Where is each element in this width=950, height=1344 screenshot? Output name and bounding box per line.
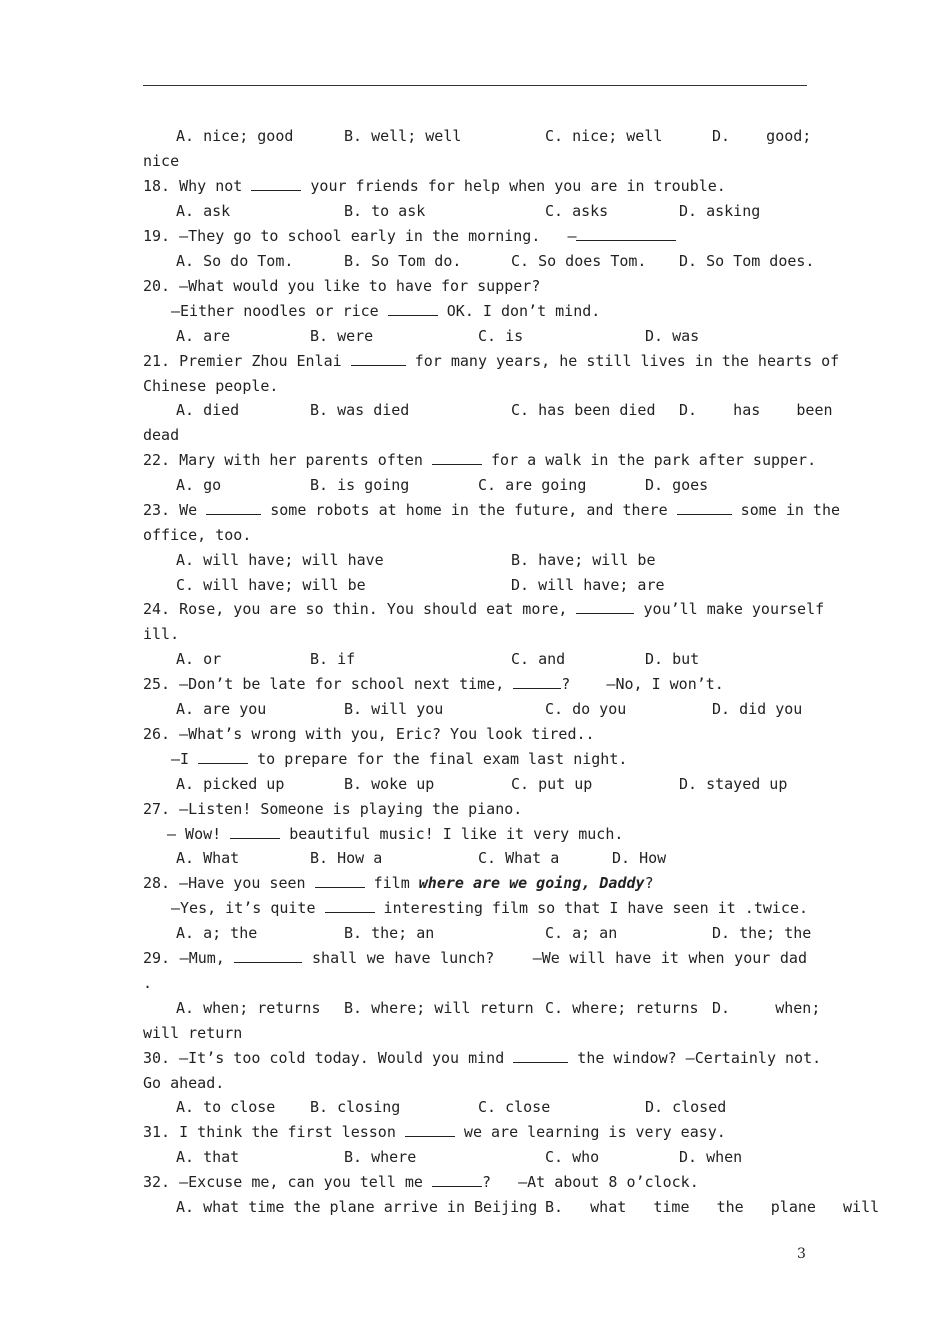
q22-option-d: D. goes [645, 476, 709, 494]
q27-options [143, 846, 807, 871]
answer-blank [405, 1121, 455, 1137]
q22-text-post: for a walk in the park after supper. [481, 451, 817, 469]
q17-wrap: nice [143, 152, 180, 170]
q18-option-d: D. asking [679, 202, 761, 220]
q24-option-c: C. and [511, 650, 566, 668]
q23-option-a: A. will have; will have [176, 551, 384, 569]
q31-text-post: we are learning is very easy. [454, 1123, 726, 1141]
q25-options [143, 697, 807, 722]
q28-text-pre: 28. —Have you seen [143, 874, 315, 892]
film-title: where are we going, Daddy [418, 874, 645, 892]
q22-text-pre: 22. Mary with her parents often [143, 451, 432, 469]
q21-option-a: A. died [176, 401, 240, 419]
q30-option-a: A. to close [176, 1098, 276, 1116]
q20-stem: 20. —What would you like to have for supper? [143, 277, 541, 295]
q20-option-b: B. were [310, 327, 374, 345]
q30-text-pre: 30. —It’s too cold today. Would you mind [143, 1049, 514, 1067]
q23-text-pre: 23. We [143, 501, 207, 519]
answer-blank [206, 499, 261, 515]
q21-wrap: dead [143, 426, 180, 444]
q18-option-b: B. to ask [344, 202, 426, 220]
q30-text-post: the window? —Certainly not. [568, 1049, 822, 1067]
q22-stem [143, 448, 817, 473]
q28-text-mid: film [364, 874, 419, 892]
q31-option-a: A. that [176, 1148, 240, 1166]
q29-text-post: shall we have lunch? —We will have it when your dad [302, 949, 807, 967]
q30-stem [143, 1046, 822, 1071]
q24-option-a: A. or [176, 650, 222, 668]
q17-options [143, 124, 812, 149]
q20-option-a: A. are [176, 327, 231, 345]
q32-text-post: ? —At about 8 o’clock. [481, 1173, 699, 1191]
q28-stem [143, 871, 807, 896]
q20-text-pre: —Either noodles or rice [171, 302, 388, 320]
answer-blank [198, 748, 248, 764]
answer-blank [576, 225, 676, 241]
q30-options [143, 1095, 807, 1120]
q18-options [143, 199, 807, 224]
q23-option-b: B. have; will be [511, 551, 656, 569]
q21-stem-line2: Chinese people. [143, 377, 279, 395]
q31-option-d: D. when [679, 1148, 743, 1166]
q31-options [143, 1145, 807, 1170]
q25-option-b: B. will you [344, 700, 444, 718]
answer-blank [388, 300, 438, 316]
q27-text-post: beautiful music! I like it very much. [280, 825, 624, 843]
q25-option-a: A. are you [176, 700, 267, 718]
q18-option-a: A. ask [176, 202, 231, 220]
q20-text-post: OK. I don’t mind. [437, 302, 601, 320]
q32-stem [143, 1170, 807, 1195]
q21-stem [143, 349, 840, 374]
q18-text-post: your friends for help when you are in trouble. [301, 177, 726, 195]
q24-stem-line2: ill. [143, 625, 180, 643]
q24-option-b: B. if [310, 650, 356, 668]
q25-stem [143, 672, 807, 697]
q20-option-d: D. was [645, 327, 700, 345]
q24-text-post: you’ll make yourself [634, 600, 825, 618]
answer-blank [513, 1047, 568, 1063]
q27-option-a: A. What [176, 849, 240, 867]
q30-option-c: C. close [478, 1098, 551, 1116]
q26-option-d: D. stayed up [679, 775, 788, 793]
q26-response [171, 747, 807, 772]
q26-text-pre: —I [171, 750, 199, 768]
q29-text-pre: 29. —Mum, [143, 949, 235, 967]
answer-blank [351, 350, 406, 366]
q22-option-b: B. is going [310, 476, 410, 494]
answer-blank [315, 872, 365, 888]
q28-options [143, 921, 812, 946]
q17-option-b: B. well; well [344, 127, 462, 145]
answer-blank [251, 175, 301, 191]
q23-stem-line2: office, too. [143, 526, 252, 544]
q19-stem [143, 224, 807, 249]
q27-response [167, 822, 807, 847]
q27-option-b: B. How a [310, 849, 383, 867]
answer-blank [432, 1171, 482, 1187]
q23-stem [143, 498, 841, 523]
answer-blank [513, 673, 561, 689]
q22-option-c: C. are going [478, 476, 587, 494]
q31-option-c: C. who [545, 1148, 600, 1166]
q21-option-c: C. has been died [511, 401, 656, 419]
q17-option-a: A. nice; good [176, 127, 294, 145]
q23-option-d: D. will have; are [511, 576, 665, 594]
q23-text-mid: some robots at home in the future, and there [261, 501, 677, 519]
q30-option-b: B. closing [310, 1098, 401, 1116]
header-rule [143, 85, 807, 86]
q24-text-pre: 24. Rose, you are so thin. You should eat more, [143, 600, 577, 618]
q19-option-b: B. So Tom do. [344, 252, 462, 270]
answer-blank [325, 897, 375, 913]
q26-options [143, 772, 807, 797]
q27-option-c: C. What a [478, 849, 560, 867]
q21-option-d: D. has been [679, 401, 833, 419]
q19-options [143, 249, 815, 274]
q27-option-d: D. How [612, 849, 667, 867]
q18-text-pre: 18. Why not [143, 177, 252, 195]
q28-option-b: B. the; an [344, 924, 435, 942]
q31-option-b: B. where [344, 1148, 417, 1166]
q25-option-d: D. did you [712, 700, 803, 718]
q21-options [143, 398, 833, 423]
q27-text-pre: — Wow! [167, 825, 231, 843]
q31-text-pre: 31. I think the first lesson [143, 1123, 405, 1141]
q19-option-c: C. So does Tom. [511, 252, 647, 270]
q21-text-pre: 21. Premier Zhou Enlai [143, 352, 351, 370]
q17-option-c: C. nice; well [545, 127, 663, 145]
q17-option-d: D. good; [712, 127, 812, 145]
q29-option-d: D. when; [712, 999, 821, 1017]
q23-option-c: C. will have; will be [176, 576, 366, 594]
answer-blank [576, 598, 634, 614]
q29-stem [143, 946, 807, 971]
q29-wrap: will return [143, 1024, 243, 1042]
q19-option-d: D. So Tom does. [679, 252, 815, 270]
answer-blank [432, 449, 482, 465]
q26-stem: 26. —What’s wrong with you, Eric? You look tired.. [143, 725, 595, 743]
q29-option-b: B. where; will return [344, 999, 534, 1017]
q24-stem [143, 597, 825, 622]
q28-option-a: A. a; the [176, 924, 258, 942]
q20-response [171, 299, 807, 324]
q28-option-d: D. the; the [712, 924, 812, 942]
q28-option-c: C. a; an [545, 924, 618, 942]
q20-options [143, 324, 807, 349]
q24-options [143, 647, 807, 672]
q27-stem: 27. —Listen! Someone is playing the piano. [143, 800, 523, 818]
q30-stem-line2: Go ahead. [143, 1074, 225, 1092]
q25-text-pre: 25. —Don’t be late for school next time, [143, 675, 514, 693]
q30-option-d: D. closed [645, 1098, 727, 1116]
q26-option-c: C. put up [511, 775, 593, 793]
q19-text: 19. —They go to school early in the morning. — [143, 227, 577, 245]
q28-text-post: ? [644, 874, 654, 892]
q18-option-c: C. asks [545, 202, 609, 220]
q29-options [143, 996, 821, 1021]
q28-text-pre2: —Yes, it’s quite [171, 899, 325, 917]
q29-stem-line2: . [143, 974, 153, 992]
page-number: 3 [797, 1246, 806, 1262]
answer-blank [677, 499, 732, 515]
q18-stem [143, 174, 807, 199]
q32-option-b: B. what time the plane will [545, 1198, 880, 1216]
q31-stem [143, 1120, 807, 1145]
q19-option-a: A. So do Tom. [176, 252, 294, 270]
answer-blank [234, 947, 302, 963]
q26-option-a: A. picked up [176, 775, 285, 793]
q21-option-b: B. was died [310, 401, 410, 419]
q23-text-post: some in the [731, 501, 841, 519]
q22-option-a: A. go [176, 476, 222, 494]
answer-blank [230, 823, 280, 839]
q28-text-post2: interesting film so that I have seen it .twice. [374, 899, 809, 917]
q23-options-row2 [143, 573, 807, 598]
q28-response [171, 896, 807, 921]
q25-text-post: ? —No, I won’t. [561, 675, 724, 693]
q23-options-row1 [143, 548, 807, 573]
q29-option-a: A. when; returns [176, 999, 321, 1017]
q32-text-pre: 32. —Excuse me, can you tell me [143, 1173, 432, 1191]
q32-options [143, 1195, 880, 1220]
q20-option-c: C. is [478, 327, 524, 345]
q25-option-c: C. do you [545, 700, 627, 718]
q21-text-post: for many years, he still lives in the hearts of [405, 352, 840, 370]
q26-option-b: B. woke up [344, 775, 435, 793]
q32-option-a: A. what time the plane arrive in Beijing [176, 1198, 538, 1216]
q26-text-post: to prepare for the final exam last night. [248, 750, 628, 768]
q22-options [143, 473, 807, 498]
q29-option-c: C. where; returns [545, 999, 699, 1017]
q24-option-d: D. but [645, 650, 700, 668]
